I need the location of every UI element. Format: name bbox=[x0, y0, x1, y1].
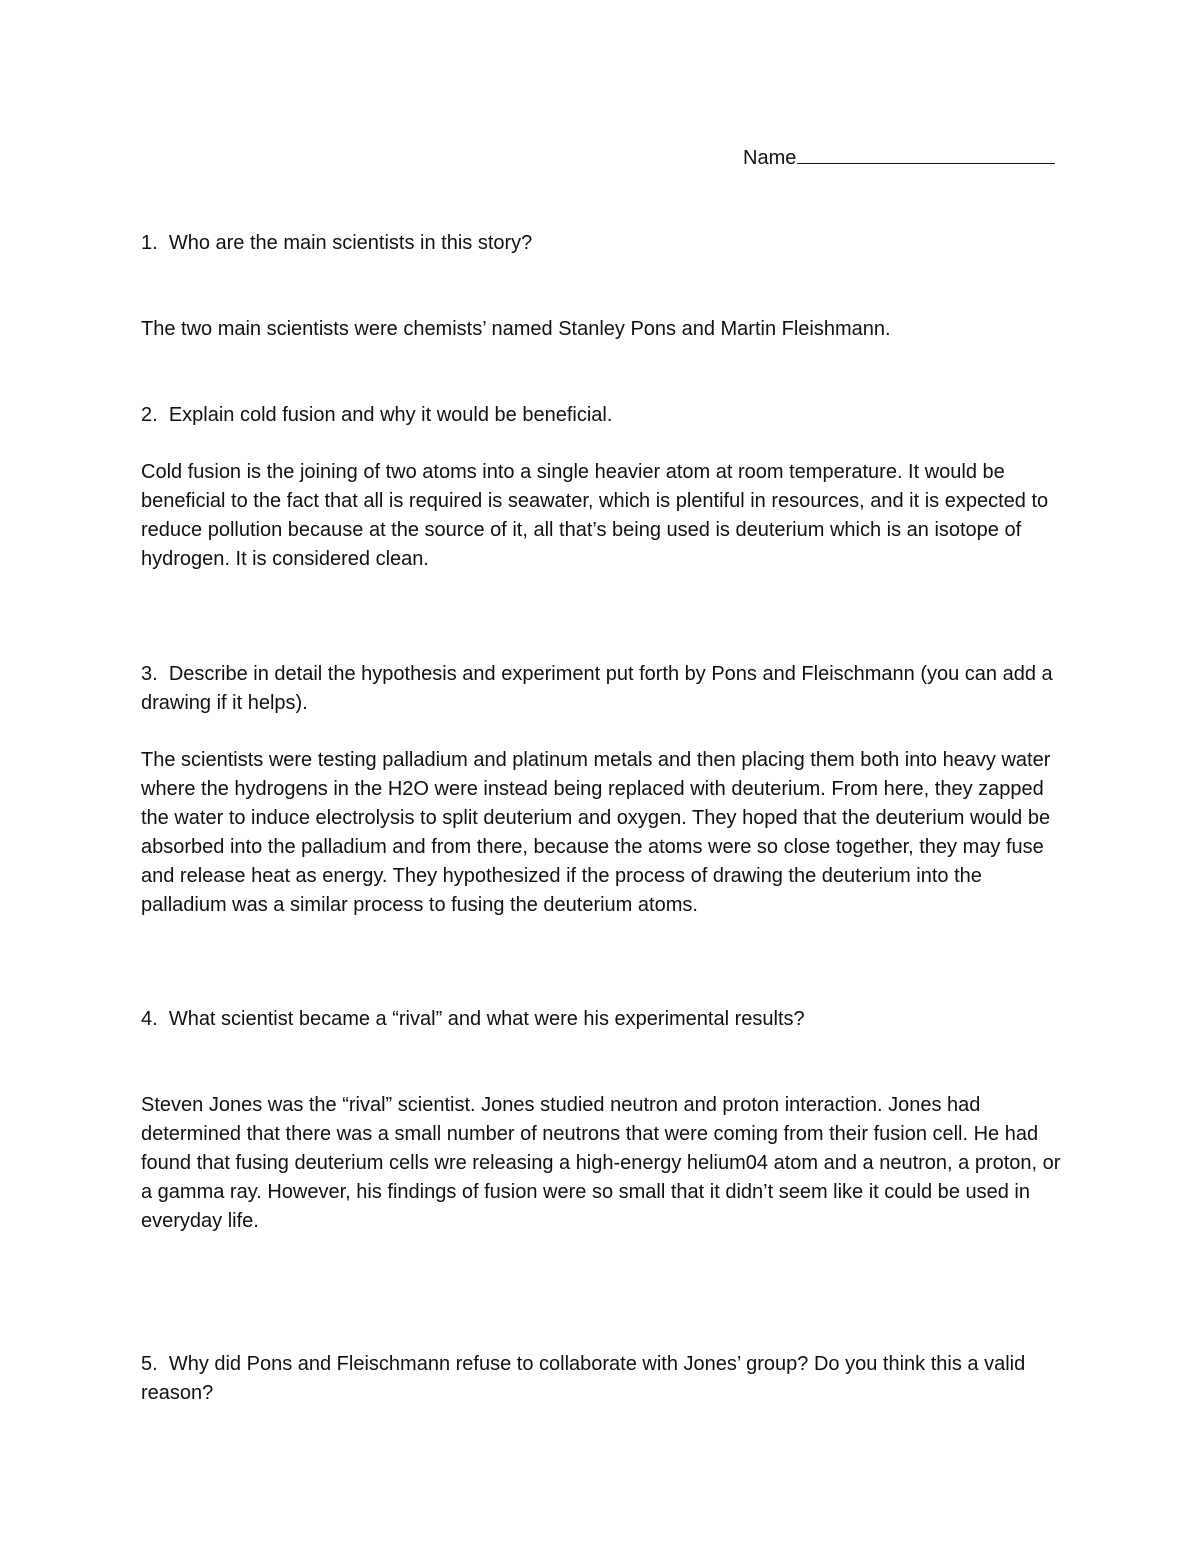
answer-2: Cold fusion is the joining of two atoms into a single heavier atom at room temperature. It would be beneficial to the fact that all is required is seawater, which is plentiful in resources, and it is expected to reduce pollution because at the source of it, all that’s being used is deuterium which is an isotope of hydrogen. It is considered clean. bbox=[141, 461, 1049, 570]
question-3 bbox=[141, 660, 1066, 718]
question-number: 4. bbox=[141, 1008, 158, 1030]
question-text: Why did Pons and Fleischmann refuse to collaborate with Jones’ group? Do you think this a valid reason? bbox=[141, 1353, 1026, 1404]
question-number: 2. bbox=[141, 404, 158, 426]
answer-1: The two main scientists were chemists’ named Stanley Pons and Martin Fleishmann. bbox=[141, 318, 891, 340]
name-blank-line[interactable] bbox=[797, 143, 1055, 164]
question-text: Who are the main scientists in this story? bbox=[168, 232, 533, 254]
question-2 bbox=[141, 401, 1066, 430]
question-number: 5. bbox=[141, 1353, 158, 1375]
question-number: 3. bbox=[141, 663, 158, 685]
answer-3: The scientists were testing palladium and platinum metals and then placing them both into heavy water where the hydrogens in the H2O were instead being replaced with deuterium. From here, they zapped the water to induce electrolysis to split deuterium and oxygen. They hoped that the deuterium would be absorbed into the palladium and from there, because the atoms were so close together, they may fuse and release heat as energy. They hypothesized if the process of drawing the deuterium into the palladium was a similar process to fusing the deuterium atoms. bbox=[141, 749, 1051, 916]
answer-4: Steven Jones was the “rival” scientist. Jones studied neutron and proton interaction. Jones had determined that there was a small number of neutrons that were coming from their fusion cell. He had found that fusing deuterium cells wre releasing a high-energy helium04 atom and a neutron, a proton, or a gamma ray. However, his findings of fusion were so small that it didn’t seem like it could be used in everyday life. bbox=[141, 1094, 1061, 1232]
name-label: Name bbox=[743, 147, 797, 169]
question-text: What scientist became a “rival” and what were his experimental results? bbox=[168, 1008, 805, 1030]
question-number: 1. bbox=[141, 232, 158, 254]
question-1 bbox=[141, 229, 1066, 258]
question-5 bbox=[141, 1350, 1066, 1408]
question-text: Explain cold fusion and why it would be beneficial. bbox=[168, 404, 613, 426]
question-4 bbox=[141, 1005, 1066, 1034]
name-field bbox=[743, 143, 1055, 172]
question-text: Describe in detail the hypothesis and experiment put forth by Pons and Fleischmann (you can add a drawing if it helps). bbox=[141, 663, 1053, 714]
